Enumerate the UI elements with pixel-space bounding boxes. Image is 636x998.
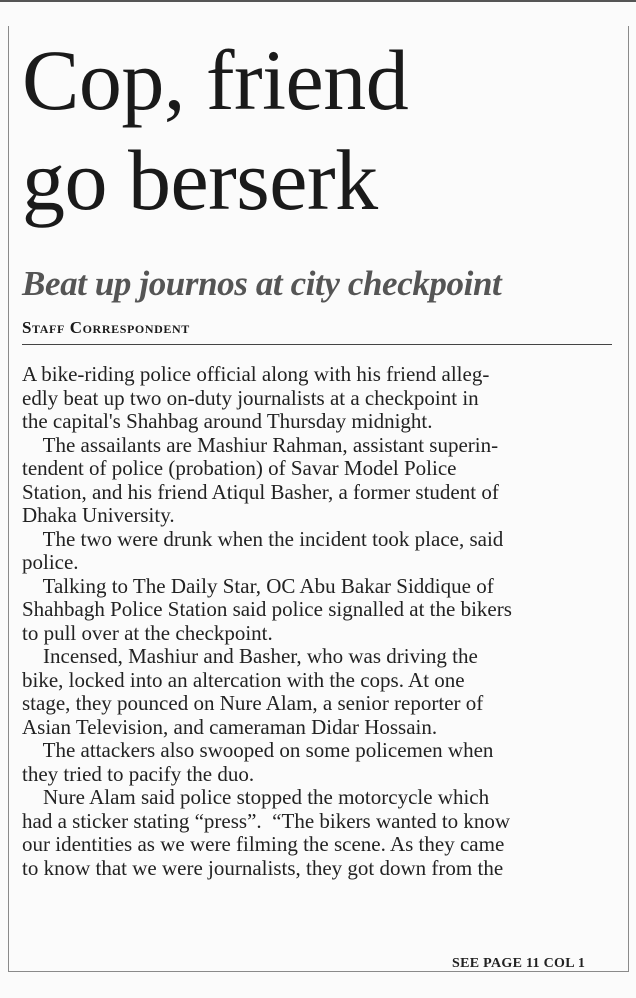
article-line: police. — [22, 550, 79, 574]
article-line: the capital's Shahbag around Thursday midnight. — [22, 409, 433, 433]
article-line: edly beat up two on-duty journalists at a checkpoint in — [22, 385, 479, 410]
article-line: stage, they pounced on Nure Alam, a senior reporter of — [22, 691, 484, 715]
article-line: had a sticker stating “press”. “The bikers wanted to know — [22, 808, 511, 833]
article-line: Incensed, Mashiur and Basher, who was driving the — [22, 644, 478, 668]
article-line: bike, locked into an altercation with the cops. At one — [22, 667, 465, 692]
article-line: Asian Television, and cameraman Didar Hossain. — [22, 714, 438, 739]
article-line: A bike-riding police official along with his friend alleg- — [22, 362, 490, 386]
article-line: Nure Alam said police stopped the motorcycle which — [22, 785, 490, 809]
article-line: The assailants are Mashiur Rahman, assistant superin- — [22, 432, 499, 457]
left-border — [8, 26, 9, 972]
article-line: The attackers also swooped on some policemen when — [22, 738, 494, 762]
article-line: Station, and his friend Atiqul Basher, a former student of — [22, 479, 499, 504]
continuation-note: SEE PAGE 11 COL 1 — [452, 956, 586, 971]
article-line: they tried to pacify the duo. — [22, 761, 255, 786]
article-line: to pull over at the checkpoint. — [22, 620, 273, 645]
article-line: our identities as we were filming the scene. As they came — [22, 832, 505, 856]
article-line: The two were drunk when the incident took place, said — [22, 526, 504, 551]
right-border — [628, 26, 629, 972]
article-line: Shahbagh Police Station said police signalled at the bikers — [22, 597, 512, 621]
headline-line-2: go berserk — [22, 132, 378, 228]
article-body — [22, 363, 622, 880]
top-border — [0, 0, 636, 2]
subheadline: Beat up journos at city checkpoint — [22, 264, 502, 303]
article-line: to know that we were journalists, they got down from the — [22, 855, 504, 880]
byline-divider — [22, 344, 612, 345]
article-line: Dhaka University. — [22, 503, 175, 527]
byline: Staff Correspondent — [22, 318, 190, 337]
article-line: Talking to The Daily Star, OC Abu Bakar Siddique of — [22, 573, 494, 598]
headline-line-1: Cop, friend — [22, 32, 409, 128]
headline — [22, 30, 622, 230]
article-line: tendent of police (probation) of Savar Model Police — [22, 456, 457, 480]
